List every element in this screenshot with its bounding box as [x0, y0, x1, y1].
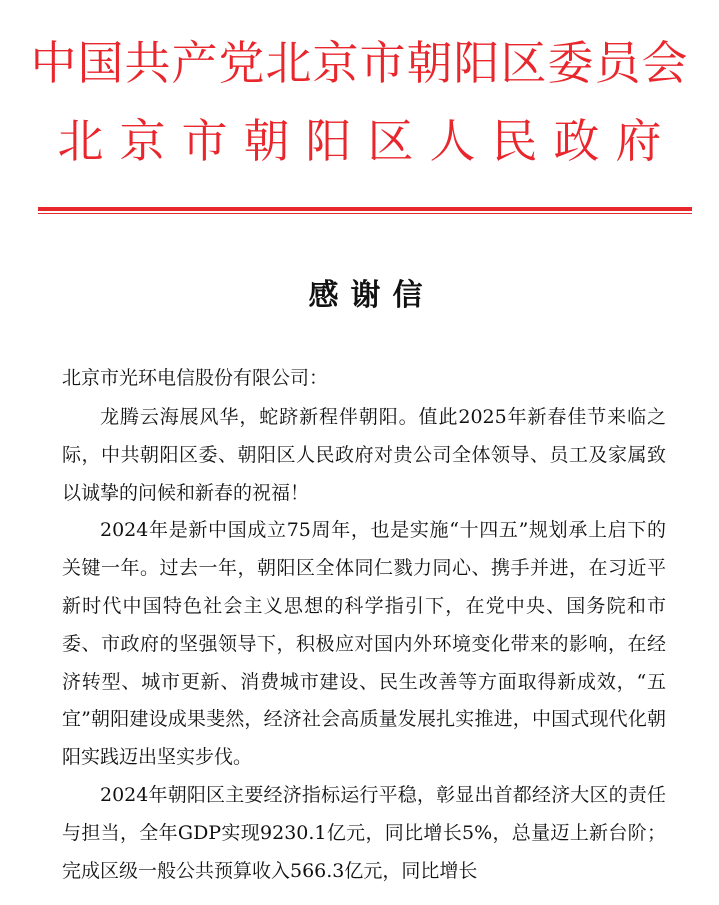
salutation: 北京市光环电信股份有限公司： — [62, 367, 329, 389]
issuer-line-party-committee: 中国共产党北京市朝阳区委员会 — [30, 36, 689, 90]
red-header-rule-thick — [38, 207, 692, 211]
letter-body — [62, 399, 666, 890]
paragraph-greeting: 龙腾云海展风华，蛇跻新程伴朝阳。值此2025年新春佳节来临之际，中共朝阳区委、朝阳区人民政府对贵公司全体领导、员工及家属致以诚挚的问候和新春的祝福！ — [62, 406, 666, 504]
red-header-rule-thin — [38, 213, 692, 214]
issuer-line-government: 北京市朝阳区人民政府 — [57, 114, 678, 168]
document-title: 感谢信 — [308, 278, 435, 313]
paragraph-economy: 2024年朝阳区主要经济指标运行平稳，彰显出首都经济大区的责任与担当，全年GDP实现9230.1亿元，同比增长5%，总量迈上新台阶；完成区级一般公共预算收入566.3亿元，同比增长 — [62, 783, 666, 882]
paragraph-review: 2024年是新中国成立75周年，也是实施“十四五”规划承上启下的关键一年。过去一年，朝阳区全体同仁戮力同心、携手并进，在习近平新时代中国特色社会主义思想的科学指引下，在党中央、国务院和市委、市政府的坚强领导下，积极应对国内外环境变化带来的影响，在经济转型、城市更新、消费城市建设、民生改善等方面取得新成效，“五宜”朝阳建设成果斐然，经济社会高质量发展扎实推进，中国式现代化朝阳实践迈出坚实步伐。 — [62, 519, 666, 769]
